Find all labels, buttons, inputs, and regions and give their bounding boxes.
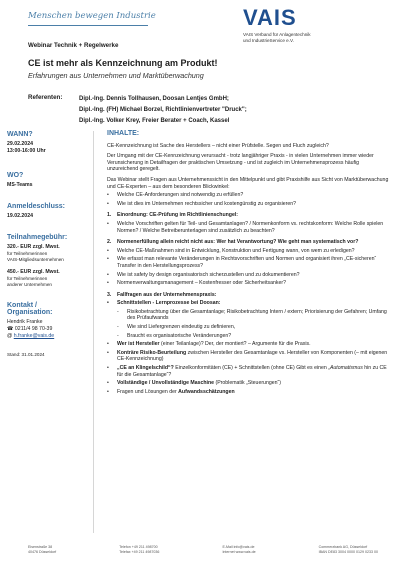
list-item: - Wie sind Liefergrenzen eindeutig zu definieren,: [117, 324, 236, 331]
anmeldeschluss-heading: Anmeldeschluss:: [7, 203, 65, 210]
fee-members-desc1: für Teilnehmerinnen: [7, 251, 48, 256]
section-3-title: 3. Fallfragen aus der Unternehmenspraxis:: [107, 291, 217, 298]
referent-3: Dipl.-Ing. Volker Krey, Freier Berater + Coach, Kassel: [79, 118, 230, 124]
phone-icon: ☎: [7, 326, 14, 332]
footer-bank: Commerzbank AG, Düsseldorf IBAN DE83 3004 0000 0129 0233 00: [318, 545, 378, 554]
dash-icon: -: [117, 332, 119, 339]
contact-name: Hendrik Franke: [7, 319, 43, 325]
list-item: • Welche Vorschriften gelten für Teil- und Gesamtanlagen? / Normenkonform vs. rechtskonform: Welche Rolle spielen Normen? / Welche Betreiberunterlagen sind zusätzlich zu beachten?: [107, 220, 384, 234]
kontakt-heading-1: Kontakt /: [7, 302, 37, 309]
vais-logo: [243, 5, 311, 43]
bullet-icon: •: [107, 300, 109, 307]
list-item: • Wie ist dies im Unternehmen rechtssicher und kostengünstig zu organisieren?: [107, 200, 297, 207]
fee-members-amount: 320.- EUR zzgl. Mwst.: [7, 244, 60, 250]
column-divider: [93, 131, 94, 533]
bullet-icon: •: [107, 365, 109, 372]
event-time: 13:00-16:00 Uhr: [7, 148, 46, 154]
list-item: • Wie erfasst man relevante Veränderungen in Rechtsvorschriften und Normen und organisiert ihren „CE-sicheren“ Transfer in den Herstellungsprozess?: [107, 256, 377, 269]
bullet-icon: •: [107, 192, 109, 199]
fee-others-desc2: anderer Unternehmen: [7, 282, 52, 287]
contact-email-row: [7, 333, 91, 340]
bullet-icon: •: [107, 200, 109, 207]
page-footer: [28, 545, 378, 554]
logo-subtitle-line1: VAIS Verband für Anlagentechnik: [243, 32, 311, 37]
tagline: Menschen bewegen Industrie: [28, 11, 156, 21]
footer-web: E-Mail info@vais.de Internet www.vais.de: [222, 545, 256, 554]
event-location: MS-Teams: [7, 182, 33, 188]
list-item: • Welche CE-Maßnahmen sind in Entwicklung, Konstruktion und Fertigung wann, von wem zu erledigen?: [107, 247, 355, 254]
kontakt-heading-2: Organisation:: [7, 309, 53, 316]
dash-icon: -: [117, 308, 119, 315]
intro-paragraph-3: Das Webinar stellt Fragen aus Unternehmenssicht in den Mittelpunkt und gibt Praxishilfe aus Sicht von Marktüberwachung und CE-Experten – aus dem besonderen Blickwinkel:: [107, 176, 389, 190]
intro-paragraph-2: Der Umgang mit der CE-Kennzeichnung verursacht - trotz langjähriger Praxis - in vielen Unternehmen immer wieder Verunsicherung in Detailfragen der praktischen Umsetzung - und ist zugleich im Unternehmensprozess häufig unzureichend geregelt.: [107, 153, 374, 173]
list-item: • Vollständige / Unvollständige Maschine (Problematik „Steuerungen“): [107, 380, 281, 387]
mail-icon: @: [7, 333, 13, 339]
logo-subtitle-line2: und IndustrieService e.V.: [243, 37, 294, 43]
bullet-icon: •: [107, 341, 109, 348]
list-item: • Normenverwaltungsmanagement – Kostenfresser oder Sicherheitsanker?: [107, 280, 286, 287]
bullet-icon: •: [107, 380, 109, 387]
list-item: • Welche CE-Anforderungen sind notwendig zu erfüllen?: [107, 192, 244, 199]
page-title: CE ist mehr als Kennzeichnung am Produkt!: [28, 58, 218, 68]
page-subtitle: Erfahrungen aus Unternehmen und Marktüberwachung: [28, 71, 204, 80]
list-item: • Schnittstellen - Lernprozesse bei Doosan:: [107, 300, 221, 307]
bullet-icon: •: [107, 247, 109, 254]
bullet-icon: •: [107, 280, 109, 287]
list-item: • Wer ist Hersteller (einer Teilanlage)? Der, der montiert? – Argumente für die Praxis.: [107, 341, 311, 348]
referent-2: Dipl.-Ing. (FH) Michael Borzel, Richtlinienvertreter "Druck";: [79, 107, 247, 113]
anmeldeschluss-date: 19.02.2024: [7, 213, 33, 219]
footer-phone: Telefon +49 211 498700 Telefax +49 211 4987036: [119, 545, 160, 554]
fee-others-amount: 450.- EUR zzgl. Mwst.: [7, 269, 60, 275]
referenten-list: [79, 94, 247, 127]
section-1-title: 1. Einordnung: CE-Prüfung im Richtlinienschungel:: [107, 212, 239, 219]
logo-wordmark: VAIS: [243, 5, 297, 30]
fee-heading: Teilnahmegebühr:: [7, 234, 68, 241]
section-2-title: 2. Normenerfüllung allein reicht nicht aus: Wer hat Verantwortung? Wie geht man systematisch vor?: [107, 239, 359, 246]
wann-heading: WANN?: [7, 131, 33, 138]
list-item: • Fragen und Lösungen der Aufwandsschätzungen: [107, 388, 235, 395]
contact-email-link[interactable]: h.franke@vais.de: [13, 333, 55, 339]
bullet-icon: •: [107, 388, 109, 395]
webinar-series: Webinar Technik + Regelwerke: [28, 42, 119, 49]
list-item: • Konträre Risiko-Beurteilung zwischen Hersteller des Gesamtanlage vs. Hersteller von Komponenten (– mit eigenen CE-Kennzeichnung): [107, 349, 388, 363]
logo-subtitle: [243, 32, 311, 43]
list-item: • „CE an Klingelschild“? Einzelkonformitäten (CE) + Schnittstellen (ohne CE) Gibt es einen „Automatismus hin zu CE für die Gesamtanlage“?: [107, 365, 387, 378]
referent-1: Dipl.-Ing. Dennis Tollhausen, Doosan Lentjes GmbH;: [79, 96, 229, 102]
tagline-divider: [28, 25, 148, 26]
content-column: [107, 131, 389, 397]
list-item: - Risikobetrachtung über die Gesamtanlage; Risikobetrachtung Intern / extern; Priorisierung der Gefahren; Umfang des Prüfaufwands: [117, 308, 387, 322]
footer-address: Eisenstraße 38 40476 Düsseldorf: [28, 545, 57, 554]
list-item: - Braucht es organisatorische Veränderungen?: [117, 332, 232, 339]
bullet-icon: •: [107, 220, 109, 227]
wo-heading: WO?: [7, 172, 24, 179]
fee-members-desc2: VAIS-Mitgliedsunternehmen: [7, 257, 64, 262]
stand-date: Stand: 31.01.2024: [7, 352, 45, 357]
dash-icon: -: [117, 324, 119, 331]
bullet-icon: •: [107, 349, 109, 356]
event-date: 29.02.2024: [7, 141, 33, 147]
inhalte-heading: INHALTE:: [107, 130, 140, 137]
intro-paragraph-1: CE-Kennzeichnung ist Sache des Herstellers – nicht einer Prüfstelle. Segen und Fluch zugleich?: [107, 142, 329, 149]
contact-phone: 0211/4 98 70-39: [14, 326, 53, 332]
referenten-label: Referenten:: [28, 94, 63, 101]
fee-others-desc1: für Teilnehmerinnen: [7, 276, 48, 281]
bullet-icon: •: [107, 256, 109, 263]
bullet-icon: •: [107, 271, 109, 278]
list-item: • Wie ist safety by design organisatorisch sicherzustellen und zu dokumentieren?: [107, 271, 300, 278]
info-sidebar: [7, 131, 91, 358]
contact-phone-row: [7, 326, 91, 333]
